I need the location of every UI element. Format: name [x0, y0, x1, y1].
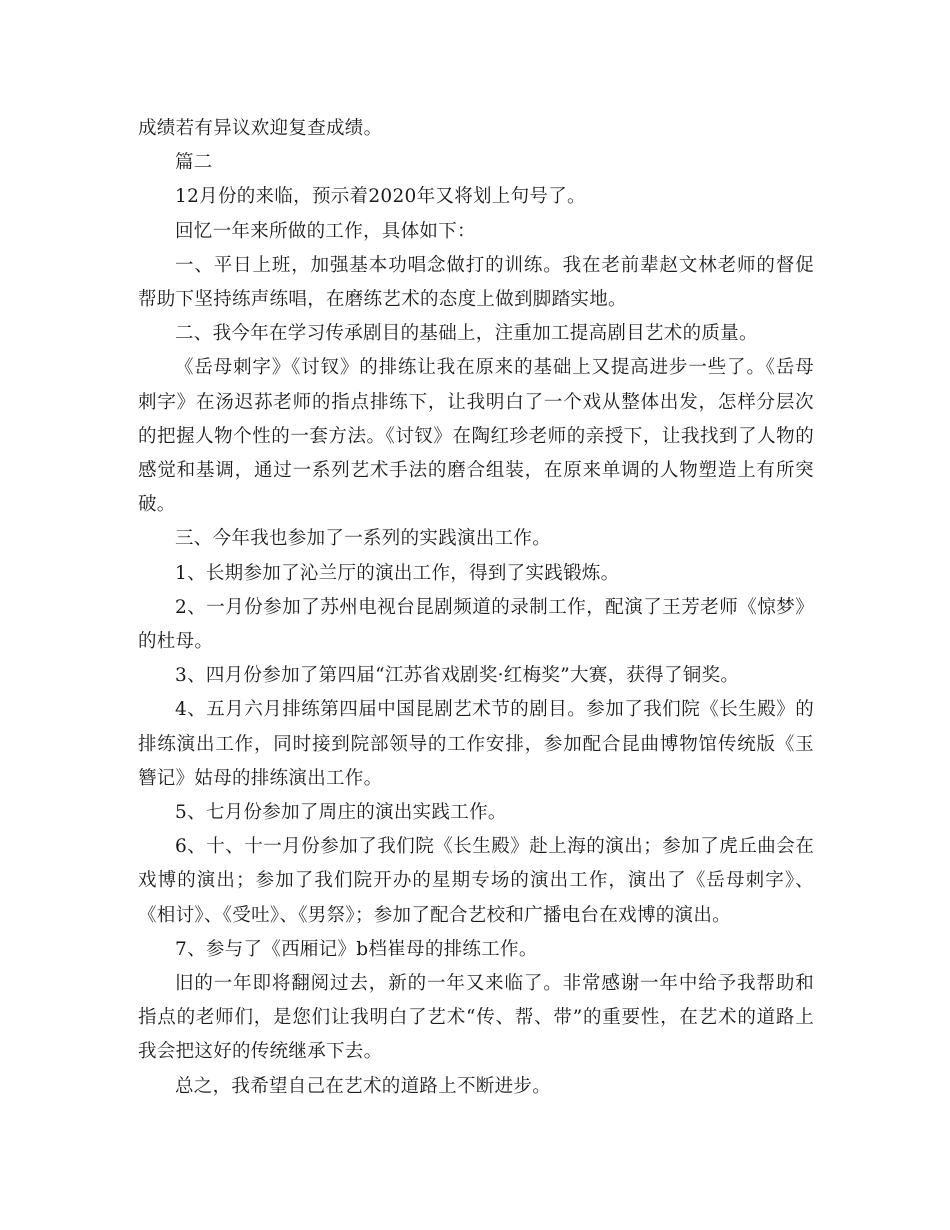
paragraph: 《岳母刺字》《讨钗》的排练让我在原来的基础上又提高进步一些了。《岳母刺字》在汤迟荪老师的指点排练下，让我明白了一个戏从整体出发，怎样分层次的把握人物个性的一套方法。《讨钗》在陶红珍老师的亲授下，让我找到了人物的感觉和基调，通过一系列艺术手法的磨合组装，在原来单调的人物塑造上有所突破。	[138, 357, 814, 516]
paragraph-continuation: 成绩若有异议欢迎复查成绩。	[138, 118, 383, 139]
paragraph: 二、我今年在学习传承剧目的基础上，注重加工提高剧目艺术的质量。	[175, 323, 758, 345]
list-item: 1、长期参加了沁兰厅的演出工作，得到了实践锻炼。	[175, 562, 620, 584]
document-body	[138, 112, 814, 1104]
paragraph: 总之，我希望自己在艺术的道路上不断进步。	[175, 1075, 552, 1097]
section-heading: 篇二	[175, 152, 213, 174]
list-item: 7、参与了《西厢记》b档崔母的排练工作。	[175, 938, 538, 960]
paragraph: 一、平日上班，加强基本功唱念做打的训练。我在老前辈赵文林老师的督促帮助下坚持练声练唱，在磨练艺术的态度上做到脚踏实地。	[138, 254, 814, 311]
paragraph: 旧的一年即将翻阅过去，新的一年又来临了。非常感谢一年中给予我帮助和指点的老师们，是您们让我明白了艺术“传、帮、带”的重要性，在艺术的道路上我会把这好的传统继承下去。	[138, 973, 814, 1063]
paragraph: 回忆一年来所做的工作，具体如下：	[175, 220, 476, 242]
list-item: 5、七月份参加了周庄的演出实践工作。	[175, 802, 507, 824]
list-item: 2、一月份参加了苏州电视台昆剧频道的录制工作，配演了王芳老师《惊梦》的杜母。	[138, 596, 814, 653]
list-item: 3、四月份参加了第四届“江苏省戏剧奖·红梅奖”大赛，获得了铜奖。	[175, 665, 740, 687]
paragraph: 三、今年我也参加了一系列的实践演出工作。	[175, 528, 552, 550]
paragraph: 12月份的来临，预示着2020年又将划上句号了。	[175, 186, 586, 208]
list-item: 4、五月六月排练第四届中国昆剧艺术节的剧目。参加了我们院《长生殿》的排练演出工作，同时接到院部领导的工作安排，参加配合昆曲博物馆传统版《玉簪记》姑母的排练演出工作。	[138, 699, 814, 789]
list-item: 6、十、十一月份参加了我们院《长生殿》赴上海的演出；参加了虎丘曲会在戏博的演出；参加了我们院开办的星期专场的演出工作，演出了《岳母刺字》、《相讨》、《受吐》、《男祭》；参加了配合艺校和广播电台在戏博的演出。	[138, 836, 814, 926]
